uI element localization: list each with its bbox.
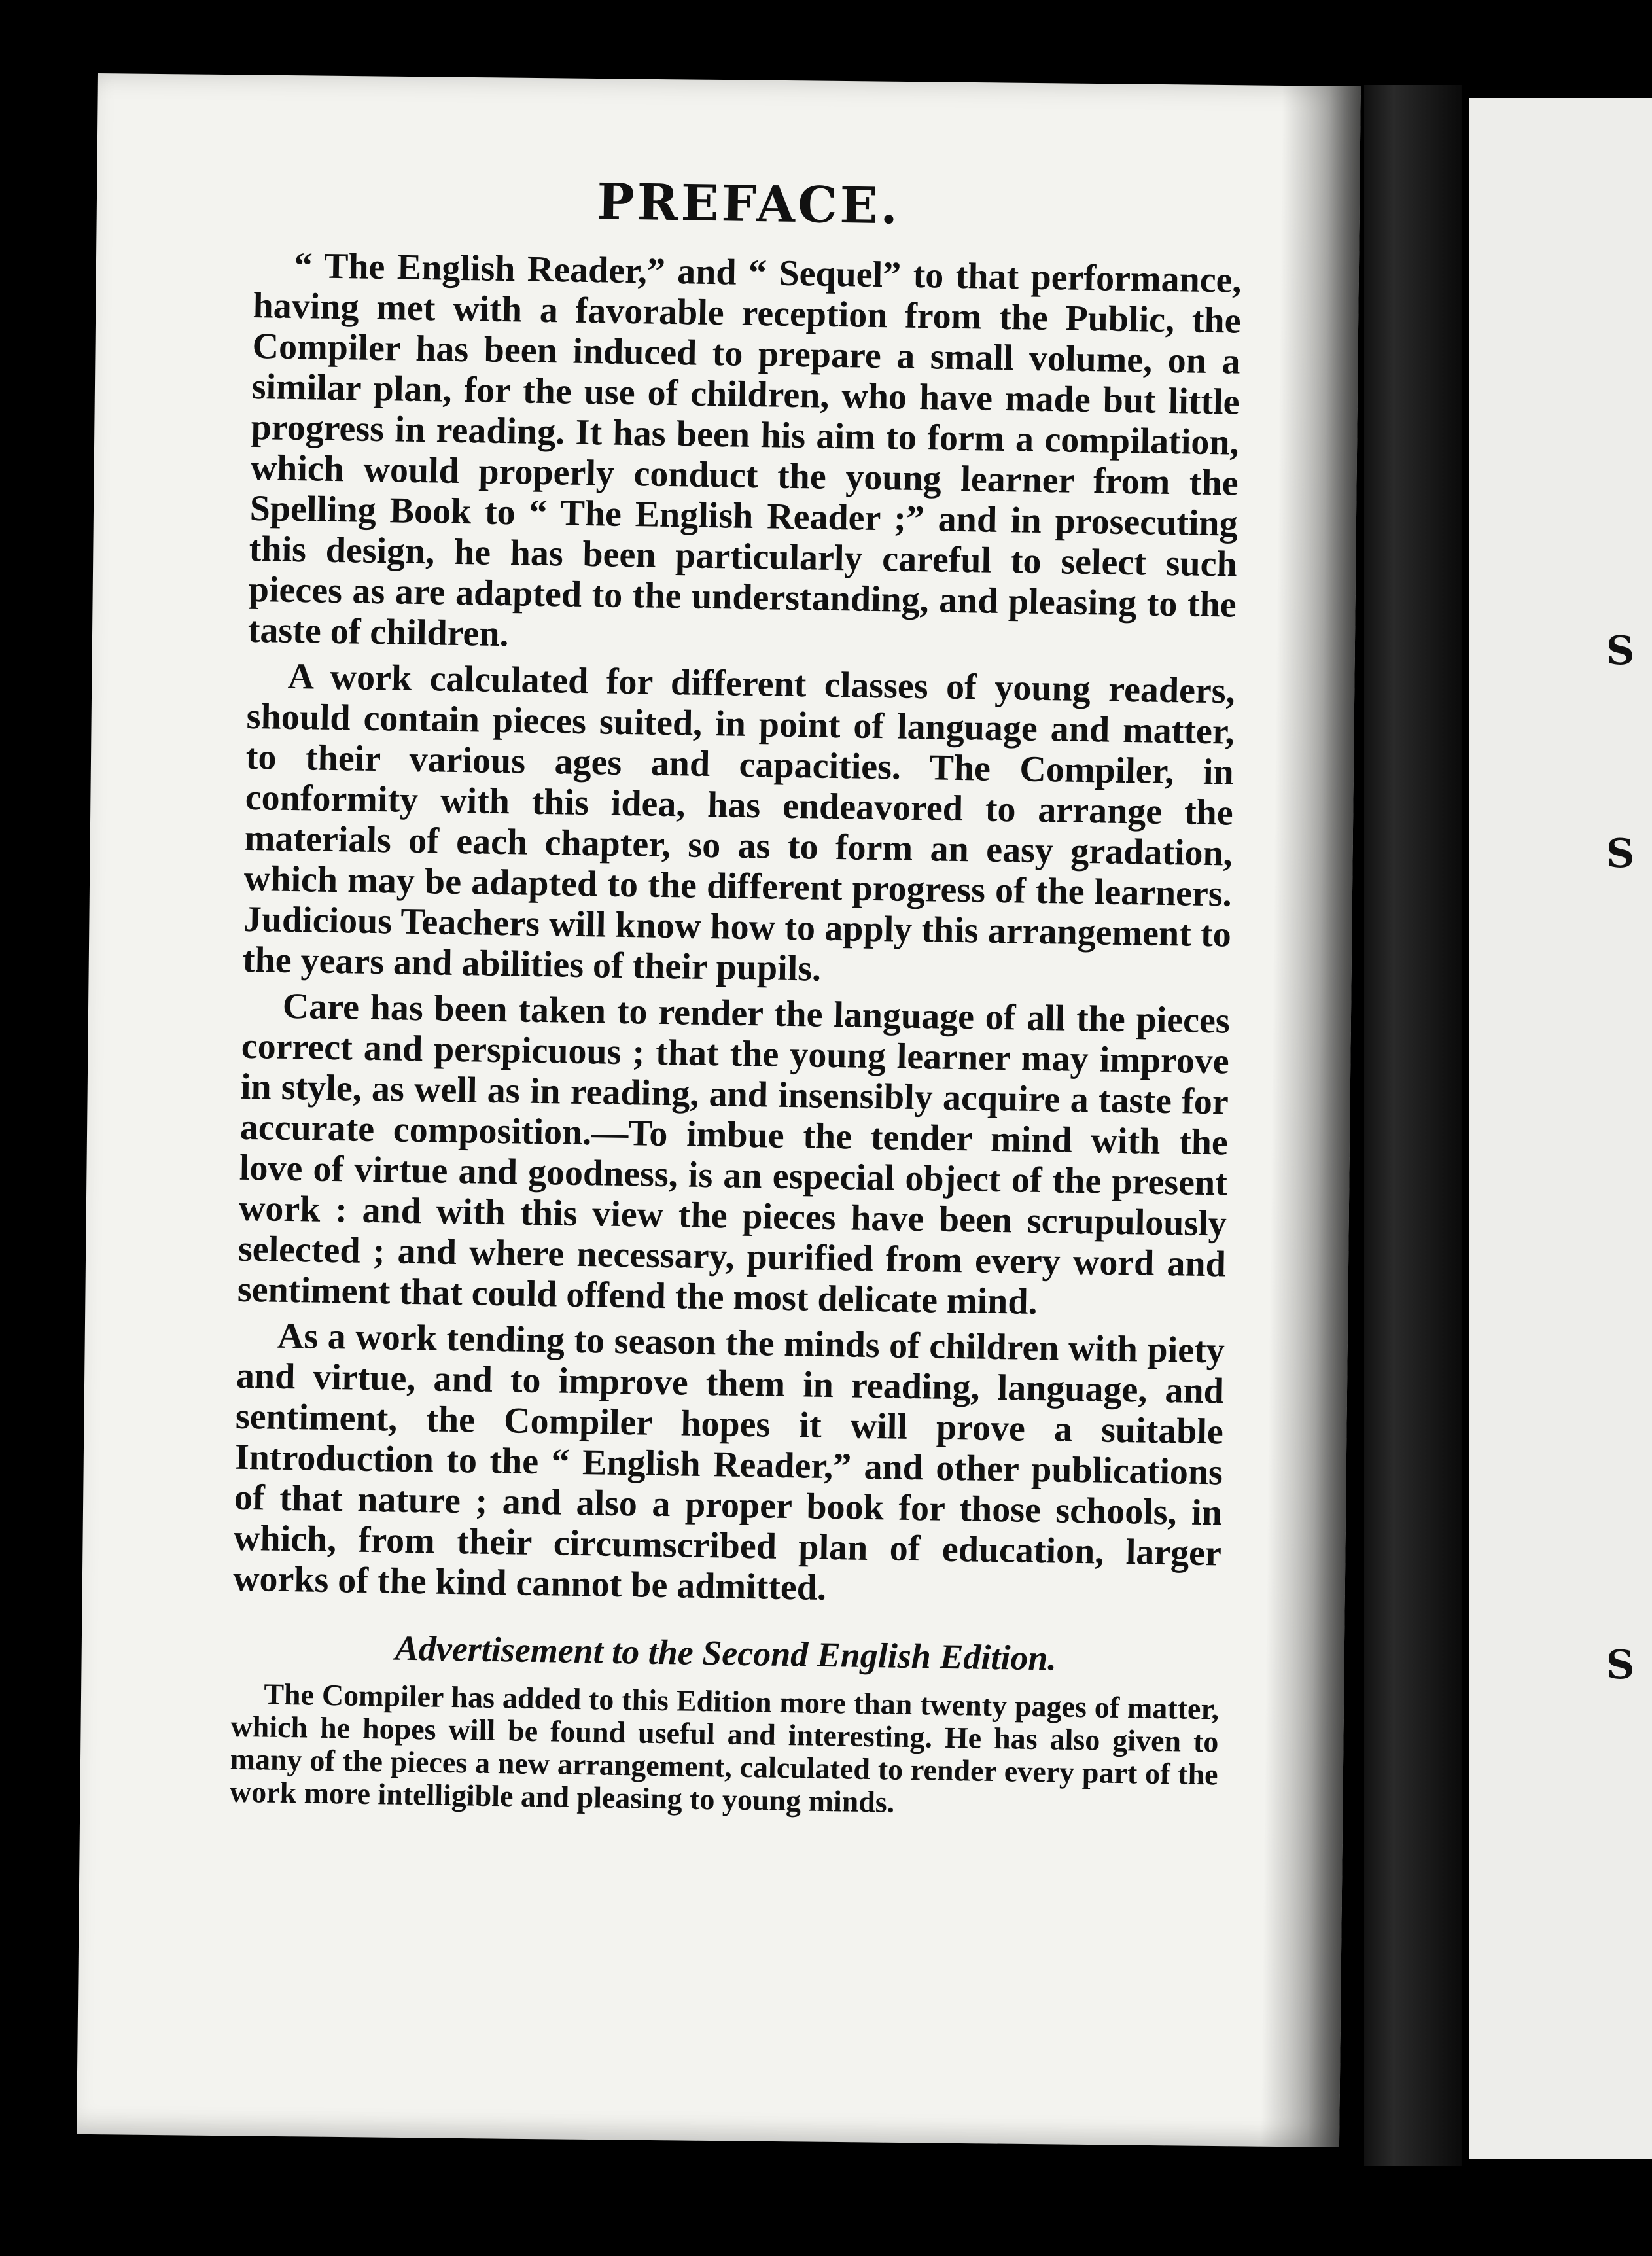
adjacent-page-glyph: S [1606,831,1635,877]
adjacent-page-glyph: S [1606,628,1635,674]
book-binding [1364,85,1462,2166]
adjacent-page [1469,98,1652,2159]
preface-paragraph: “ The English Reader,” and “ Sequel” to that performance, having met with a favorable reception from the Public, the Compiler has been induced to prepare a small volume, on a similar plan, for the use of children, who have made but little progress in reading. It has been his aim to form a compilation, which would properly conduct the young learner from the Spelling Book to “ The English Reader ;” and in prosecuting this design, he has been particularly careful to select such pieces as are adapted to the understanding, and pleasing to the taste of children. [247,245,1242,655]
page-shadow [1261,86,1361,2147]
preface-paragraph: A work calculated for different classes of young readers, should contain pieces suited, in point of language and matter, to their various ages and capacities. The Compiler, in conformity with this idea, has endeavored to arrange the materials of each chapter, so as to form an easy gradation, which may be adapted to the different progress of the learners. Judicious Teachers will know how to apply this arrangement to the years and abilities of their pupils. [242,656,1236,989]
advertisement-paragraph: The Compiler has added to this Edition more than twenty pages of matter, which he hopes will be found useful and interesting. He has also given to many of the pieces a new arrangement, calculated to render every part of the work more intelligible and pleasing to young minds. [229,1677,1220,1819]
page-content [230,167,1243,1824]
adjacent-page-glyph: S [1606,1642,1635,1688]
preface-paragraph: Care has been taken to render the language of all the pieces correct and perspicuous ; that the young learner may improve in style, as well as in reading, and insensibly acquire a taste for accurate composition.—To imbue the tender mind with the love of virtue and goodness, is an especial object of the present work : and with this view the pieces have been scrupulously selected ; and where necessary, purified from every word and sentiment that could offend the most delicate mind. [237,985,1231,1322]
page-title: PREFACE. [596,172,901,236]
advertisement-heading: Advertisement to the Second English Edition. [395,1628,1057,1678]
preface-paragraph: As a work tending to season the minds of children with piety and virtue, and to improve them in reading, language, and sentiment, the Compiler hopes it will prove a suitable Introduction to the “ English Reader,” and other publications of that nature ; and also a proper book for those schools, in which, from their circumscribed plan of education, larger works of the kind cannot be admitted. [232,1315,1225,1608]
